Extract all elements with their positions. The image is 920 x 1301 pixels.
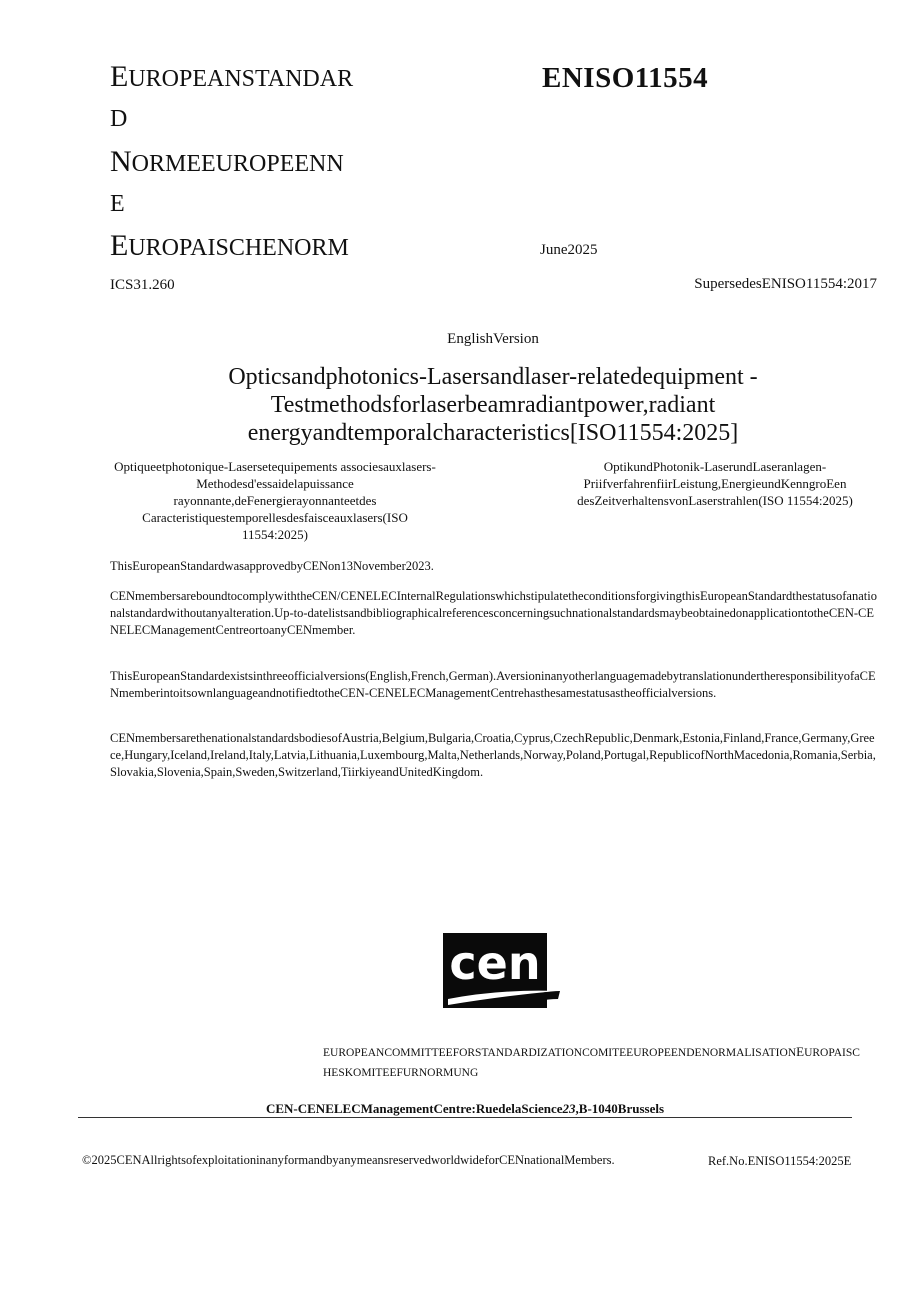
heading-line-2: D (110, 106, 128, 132)
cen-logo (440, 933, 562, 1011)
heading-rest: UROPAISCHENORM (128, 235, 349, 261)
ics-code: ICS31.260 (110, 277, 175, 293)
committee-name-part: UROPAISCHESKOMITEEFURNORMUNG (323, 1047, 860, 1079)
supersedes-note: SupersedesENISO11554:2017 (694, 276, 877, 292)
language-version: EnglishVersion (447, 331, 539, 347)
address-number: 23 (562, 1101, 576, 1116)
committee-name-part: EUROPEANCOMMITTEEFORSTANDARDIZATIONCOMITEEUROPEENDENORMALISATION (323, 1047, 797, 1059)
heading-line-5 (110, 231, 349, 261)
heading-rest: UROPEANSTANDAR (128, 66, 354, 92)
compliance-paragraph: CENmembersareboundtocomplywiththeCEN/CENELECInternalRegulationswhichstipulatetheconditionsforgivingthisEuropeanStandardthestatusofanationalstandardwithoutanyalteration.Up-to-datelistsandbibliographicalreferencesconcerningsuchnationalstandardsmaybeobtainedonapplicationtotheCEN-CENELECManagementCentreortoanyCENmember. (110, 589, 877, 637)
committee-name-cap: E (796, 1044, 805, 1059)
copyright-notice: ©2025CENAllrightsofexploitationinanyformandbyanymeansreservedworldwideforCENnationalMembers. (82, 1153, 615, 1167)
address-part: CEN-CENELECManagementCentre:RuedelaScience (265, 1101, 563, 1116)
document-number: ENISO11554 (542, 62, 709, 94)
versions-paragraph: ThisEuropeanStandardexistsinthreeofficialversions(English,French,German).AversioninanyotherlanguagemadebytranslationundertheresponsibilityofaCENmemberintoitsownlanguageandnotifiedtotheCEN-CENELECManagementCentrehasthesamestatusastheofficialversions. (110, 669, 876, 700)
document-title: Opticsandphotonics-Lasersandlaser-relatedequipment -Testmethodsforlaserbeamradiantpower,radiant energyandtemporalcharacteristics[ISO11554:2025] (228, 364, 758, 446)
heading-rest: ORMEEUROPEENN (131, 151, 344, 177)
heading-line-4: E (110, 191, 125, 217)
logo-text: cen (449, 936, 541, 990)
committee-names (323, 1042, 863, 1083)
heading-line-1 (110, 62, 353, 92)
reference-number: Ref.No.ENISO11554:2025E (708, 1154, 852, 1168)
heading-line-3 (110, 147, 344, 177)
subtitle-french: Optiqueetphotonique-Lasersetequipements associesauxlasers-Methodesd'essaidelapuissance rayonnante,deFenergierayonnanteetdes Caracteristiquestemporellesdesfaisceauxlasers(ISO 11554:2025) (114, 459, 436, 542)
approval-paragraph: ThisEuropeanStandardwasapprovedbyCENon13November2023. (110, 559, 434, 573)
heading-cap: E (110, 60, 129, 93)
footer-rule (78, 1117, 852, 1118)
heading-cap: E (110, 229, 129, 262)
subtitle-german: OptikundPhotonik-LaserundLaseranlagen- PriifverfahrenfiirLeistung,EnergieundKenngroEen desZeitverhaltensvonLaserstrahlen(ISO 11554:2025) (577, 459, 853, 508)
address-part: ,B-1040Brussels (575, 1101, 665, 1116)
members-paragraph: CENmembersarethenationalstandardsbodiesofAustria,Belgium,Bulgaria,Croatia,Cyprus,CzechRepublic,Denmark,Estonia,Finland,France,Germany,Greece,Hungary,Iceland,Ireland,Italy,Latvia,Lithuania,Luxembourg,Malta,Netherlands,Norway,Poland,Portugal,RepublicofNorthMacedonia,Romania,Serbia,Slovakia,Slovenia,Spain,Sweden,Switzerland,TiirkiyeandUnitedKingdom. (110, 731, 876, 779)
publication-date: June2025 (540, 242, 598, 258)
heading-cap: N (110, 145, 132, 178)
management-centre-address (0, 1101, 920, 1117)
